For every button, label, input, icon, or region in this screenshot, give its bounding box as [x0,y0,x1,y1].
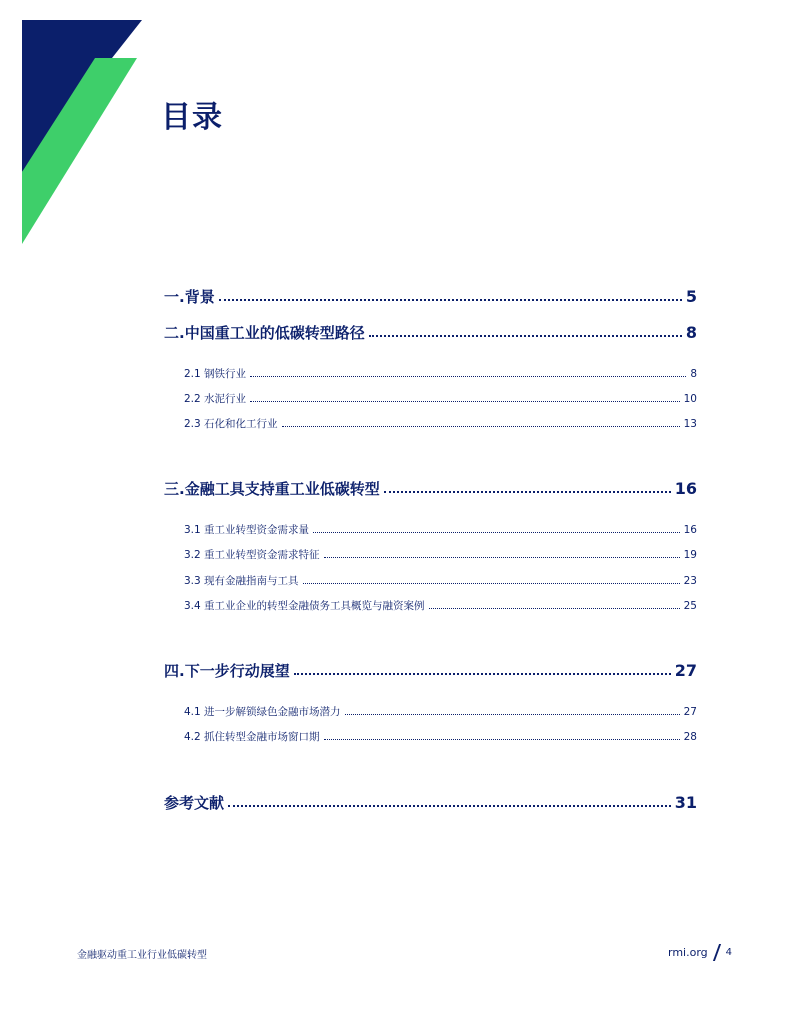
toc-section-page: 5 [685,287,697,306]
toc-item-label: 4.1 进一步解锁绿色金融市场潜力 [184,706,341,718]
dot-leader [384,490,671,493]
dot-leader [250,375,686,377]
dot-leader [282,425,680,427]
corner-decoration [0,0,160,250]
toc-item-page: 10 [683,393,697,405]
toc-item-3-2[interactable] [184,547,697,562]
toc-section-1[interactable] [164,286,697,307]
toc-section-label: 二.中国重工业的低碳转型路径 [164,324,365,342]
toc-item-3-1[interactable] [184,522,697,537]
dot-leader [228,804,671,807]
toc-item-4-2[interactable] [184,729,697,744]
toc-item-page: 25 [683,600,697,612]
toc-item-page: 16 [683,524,697,536]
toc-section-page: 16 [674,479,697,498]
toc-section-references[interactable] [164,792,697,813]
toc-item-label: 2.3 石化和化工行业 [184,418,278,430]
footer-page-info [668,944,732,961]
toc-item-page: 19 [683,549,697,561]
toc-item-4-1[interactable] [184,704,697,719]
table-of-contents [164,0,697,1024]
toc-item-label: 3.2 重工业转型资金需求特征 [184,549,320,561]
dot-leader [345,713,680,715]
toc-item-2-2[interactable] [184,391,697,406]
toc-item-label: 2.2 水泥行业 [184,393,247,405]
toc-item-page: 23 [683,575,697,587]
toc-item-page: 28 [683,731,697,743]
toc-section-label: 三.金融工具支持重工业低碳转型 [164,480,380,498]
dot-leader [303,582,680,584]
toc-item-3-4[interactable] [184,598,697,613]
toc-item-label: 3.4 重工业企业的转型金融债务工具概览与融资案例 [184,600,425,612]
toc-section-page: 31 [674,793,697,812]
toc-item-page: 13 [683,418,697,430]
toc-section-page: 27 [674,661,697,680]
dot-leader [369,334,682,337]
dot-leader [324,738,680,740]
toc-item-3-3[interactable] [184,573,697,588]
dot-leader [294,672,671,675]
footer-page-number: 4 [725,947,733,958]
toc-item-page: 8 [690,368,697,380]
toc-section-page: 8 [685,323,697,342]
toc-item-label: 3.3 现有金融指南与工具 [184,575,299,587]
toc-section-4[interactable] [164,660,697,681]
toc-item-2-3[interactable] [184,416,697,431]
dot-leader [324,556,680,558]
slash-divider [713,944,721,961]
toc-section-3[interactable] [164,478,697,499]
toc-item-page: 27 [683,706,697,718]
dot-leader [250,400,680,402]
dot-leader [429,607,680,609]
toc-item-2-1[interactable] [184,366,697,381]
toc-item-label: 3.1 重工业转型资金需求量 [184,524,310,536]
toc-item-label: 2.1 钢铁行业 [184,368,247,380]
dot-leader [219,298,682,301]
toc-section-2[interactable] [164,322,697,343]
toc-section-label: 参考文献 [164,794,225,812]
footer-site-link[interactable]: rmi.org [668,946,708,959]
footer-report-title: 金融驱动重工业行业低碳转型 [77,950,207,961]
toc-section-label: 四.下一步行动展望 [164,662,290,680]
page-title: 目录 [161,100,223,135]
toc-item-label: 4.2 抓住转型金融市场窗口期 [184,731,320,743]
dot-leader [313,531,680,533]
toc-section-label: 一.背景 [164,288,215,306]
